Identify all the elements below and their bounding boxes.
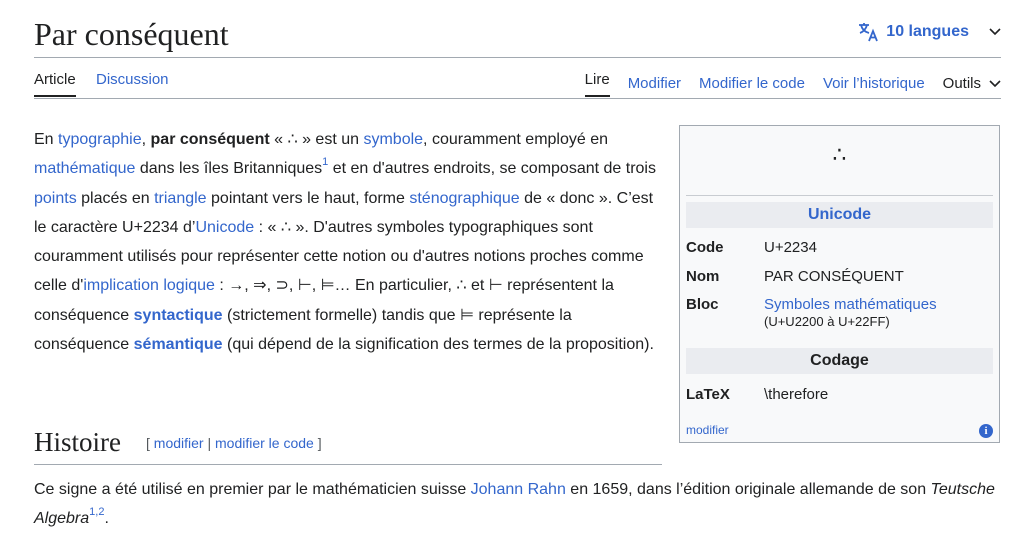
section-edit-link[interactable]: modifier (153, 435, 204, 451)
tab-article[interactable]: Article (34, 70, 76, 97)
tools-label: Outils (942, 75, 981, 92)
languages-label: 10 langues (886, 23, 969, 40)
separator: | (203, 435, 215, 451)
text: Ce signe a été utilisé en premier par le mathématicien suisse (34, 481, 471, 498)
link-points[interactable]: points (34, 189, 77, 207)
text: En (34, 131, 59, 148)
infobox-edit-link[interactable]: modifier (686, 423, 729, 437)
tab-history[interactable]: Voir l’historique (822, 74, 925, 92)
page-header (34, 0, 1001, 58)
link-semantique[interactable]: sémantique (133, 336, 223, 354)
link-symbole[interactable]: symbole (363, 131, 424, 148)
text: (qui dépend de la signification des termes de la proposition). (222, 336, 654, 354)
chevron-down-icon (989, 75, 1001, 92)
page-tabs (34, 58, 1001, 99)
info-icon[interactable]: i (979, 424, 993, 438)
link-triangle[interactable]: triangle (154, 189, 207, 207)
bold-term: par conséquent (150, 131, 270, 148)
row-value: PAR CONSÉQUENT (764, 268, 904, 285)
section-title: Histoire (34, 427, 121, 457)
text: en 1659, dans l’édition originale allemande de son (565, 481, 931, 498)
divider (686, 195, 993, 196)
edit-section-links (146, 435, 322, 451)
tab-discussion[interactable]: Discussion (96, 71, 169, 88)
link-typographie[interactable]: typographie (58, 131, 142, 148)
history-section (34, 475, 1004, 534)
infobox-header-codage: Codage (686, 348, 993, 374)
row-value: \therefore (764, 386, 829, 403)
chevron-down-icon (989, 28, 1001, 36)
text: et en d'autres endroits, se composant de trois (328, 160, 656, 178)
text: de « donc ». C’est le caractère U+2234 d’ (34, 189, 654, 236)
section-heading (34, 418, 662, 465)
link-unicode[interactable]: Unicode (195, 218, 255, 236)
text: placés en (76, 189, 155, 207)
text: : « ∴ ». D'autres symboles typographiques sont couramment utilisés pour représenter cette notion ou d'autres notions proches comme celle d' (34, 218, 644, 295)
view-tabs (585, 70, 1001, 97)
text: pointant vers le haut, forme (206, 189, 410, 207)
infobox (679, 125, 1000, 443)
text: (strictement formelle) tandis que ⊨ représente la conséquence (34, 306, 572, 354)
tab-edit[interactable]: Modifier (627, 74, 682, 92)
row-value: U+2234 (764, 239, 817, 256)
reference-1-2[interactable]: 1,2 (89, 506, 105, 519)
infobox-header-unicode (686, 202, 993, 228)
text: , (141, 131, 151, 148)
link-mathematique[interactable]: mathématique (34, 160, 136, 178)
link-johann-rahn[interactable]: Johann Rahn (470, 481, 566, 498)
text: . (104, 510, 109, 528)
text: , couramment employé en (423, 131, 609, 148)
tab-edit-source[interactable]: Modifier le code (699, 74, 805, 92)
row-key: Nom (686, 268, 720, 285)
language-button[interactable] (858, 22, 1001, 42)
link-bloc[interactable]: Symboles mathématiques (764, 296, 937, 313)
tools-menu[interactable] (943, 75, 1001, 92)
infobox-symbol: ∴ (832, 142, 847, 167)
bracket: ] (313, 435, 322, 451)
row-key: Code (686, 239, 724, 256)
row-value (764, 296, 937, 330)
translate-icon (858, 22, 880, 42)
page-title: Par conséquent (34, 16, 229, 52)
text: : →, ⇒, ⊃, ⊢, ⊨… En particulier, ∴ et ⊢ représentent la conséquence (34, 277, 614, 324)
link-unicode-header[interactable]: Unicode (807, 206, 872, 223)
link-syntactique[interactable]: syntactique (133, 306, 223, 324)
link-implication-logique[interactable]: implication logique (83, 277, 215, 295)
reference-1[interactable]: 1 (322, 156, 329, 169)
bracket: [ (146, 435, 154, 451)
text: dans les îles Britanniques (135, 160, 323, 178)
bloc-range: (U+U2200 à U+22FF) (764, 314, 890, 329)
history-paragraph (34, 475, 1004, 534)
section-edit-code-link[interactable]: modifier le code (215, 435, 314, 451)
lead-section (34, 125, 664, 359)
row-key: Bloc (686, 296, 719, 313)
row-key: LaTeX (686, 386, 730, 403)
link-stenographique[interactable]: sténographique (409, 189, 520, 207)
text: « ∴ » est un (269, 131, 364, 148)
book-title: Teutsche Algebra (34, 481, 995, 528)
lead-paragraph (34, 125, 664, 359)
tab-read[interactable]: Lire (585, 70, 610, 97)
